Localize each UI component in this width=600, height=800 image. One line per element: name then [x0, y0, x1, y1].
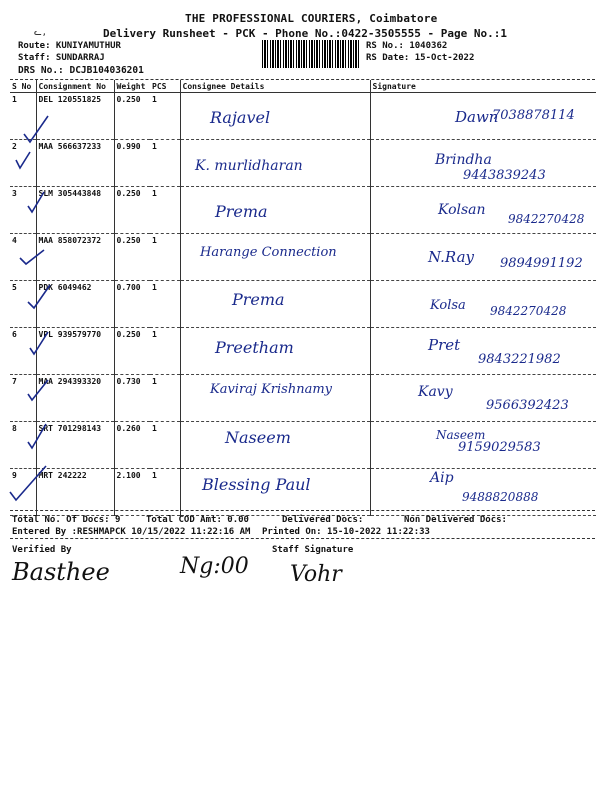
signature-handwriting: N.Ray [428, 248, 474, 266]
staff-signature-label: Staff Signature [272, 545, 354, 555]
signature-phone: 9842270428 [490, 304, 567, 318]
signature-phone: 7038878114 [492, 108, 575, 123]
row-weight: 0.730 [114, 375, 150, 422]
row-sno: 2 [10, 140, 36, 187]
signature-handwriting: Aip [430, 470, 454, 486]
row-weight: 0.250 [114, 328, 150, 375]
consignee-handwriting: Harange Connection [200, 245, 337, 260]
row-pcs: 1 [150, 328, 180, 375]
signature-phone: 9159029583 [458, 440, 541, 455]
top-left-mark: ᓚ, [34, 28, 48, 38]
row-consignment: VPL 939579770 [36, 328, 114, 375]
consignee-handwriting: K. murlidharan [195, 158, 303, 174]
row-consignee-cell [180, 187, 370, 234]
rs-date: RS Date: 15-Oct-2022 [366, 53, 475, 63]
entered-by: Entered By :RESHMAPCK 10/15/2022 11:22:16 AM [12, 527, 251, 537]
row-consignment: PDK 6049462 [36, 281, 114, 328]
runsheet-title: Delivery Runsheet - PCK - Phone No.:0422-3505555 - Page No.:1 [103, 27, 507, 40]
row-consignment: MRT 242222 [36, 469, 114, 516]
consignee-handwriting: Rajavel [210, 108, 271, 127]
consignee-handwriting: Blessing Paul [202, 475, 311, 494]
row-pcs: 1 [150, 234, 180, 281]
signature-phone: 9566392423 [486, 398, 569, 413]
row-consignee-cell [180, 93, 370, 140]
consignee-handwriting: Prema [232, 290, 285, 309]
signature-handwriting: Naseem [436, 428, 486, 442]
mid-signature: Ng:00 [180, 554, 249, 579]
route-label: Route: KUNIYAMUTHUR [18, 41, 121, 51]
row-pcs: 1 [150, 140, 180, 187]
signature-phone: 9488820888 [462, 490, 539, 504]
row-sno: 9 [10, 469, 36, 516]
row-pcs: 1 [150, 469, 180, 516]
signature-handwriting: Kolsa [430, 298, 466, 313]
consignee-handwriting: Preetham [215, 338, 294, 357]
rs-number: RS No.: 1040362 [366, 41, 448, 51]
consignee-handwriting: Naseem [225, 428, 291, 447]
consignee-handwriting: Prema [215, 202, 268, 221]
row-weight: 0.250 [114, 93, 150, 140]
check-icon [10, 116, 50, 500]
table-header-row [10, 80, 596, 93]
row-consignment: DEL 120551825 [36, 93, 114, 140]
row-weight: 0.250 [114, 187, 150, 234]
consignee-handwriting: Kaviraj Krishnamy [210, 382, 333, 397]
row-weight: 0.700 [114, 281, 150, 328]
row-pcs: 1 [150, 187, 180, 234]
signature-handwriting: Brindha [435, 152, 492, 168]
row-signature-cell [370, 328, 596, 375]
total-cod: Total COD Amt: 0.00 [146, 515, 249, 525]
signature-handwriting: Kolsan [438, 202, 486, 218]
staff-signature: Vohr [290, 562, 342, 587]
col-signature: Signature [370, 80, 596, 93]
barcode [262, 40, 360, 68]
row-weight: 0.250 [114, 234, 150, 281]
delivered-docs: Delivered Docs: [282, 515, 364, 525]
row-consignment: MAA 858072372 [36, 234, 114, 281]
row-sno: 6 [10, 328, 36, 375]
row-pcs: 1 [150, 375, 180, 422]
col-pcs: PCS [150, 80, 180, 93]
verified-signature: Basthee [12, 558, 110, 586]
row-weight: 0.260 [114, 422, 150, 469]
row-consignment: SRT 701298143 [36, 422, 114, 469]
row-sno: 4 [10, 234, 36, 281]
company-title: THE PROFESSIONAL COURIERS, Coimbatore [185, 12, 438, 25]
row-pcs: 1 [150, 281, 180, 328]
row-weight: 2.100 [114, 469, 150, 516]
signature-phone: 9843221982 [478, 352, 561, 367]
col-consignee: Consignee Details [180, 80, 370, 93]
tick-marks [0, 80, 90, 510]
footer-divider [10, 510, 595, 511]
col-weight: Weight [114, 80, 150, 93]
table-row [10, 328, 596, 375]
signature-handwriting: Dawn [455, 108, 499, 126]
row-consignment: MAA 566637233 [36, 140, 114, 187]
signature-phone: 9842270428 [508, 212, 585, 226]
total-docs: Total No. Of Docs: 9 [12, 515, 121, 525]
signature-handwriting: Pret [428, 336, 461, 354]
signature-phone: 9443839243 [463, 168, 546, 183]
row-consignment: SLM 305443848 [36, 187, 114, 234]
row-sno: 8 [10, 422, 36, 469]
footer-divider-2 [10, 538, 595, 539]
drs-number: DRS No.: DCJB104036201 [18, 65, 144, 76]
staff-label: Staff: SUNDARRAJ [18, 53, 105, 63]
signature-handwriting: Kavy [418, 384, 453, 400]
row-weight: 0.990 [114, 140, 150, 187]
non-delivered-docs: Non Delivered Docs: [404, 515, 507, 525]
printed-on: Printed On: 15-10-2022 11:22:33 [262, 527, 430, 537]
row-pcs: 1 [150, 93, 180, 140]
row-sno: 7 [10, 375, 36, 422]
signature-phone: 9894991192 [500, 256, 583, 271]
col-consignment: Consignment No [36, 80, 114, 93]
table-row [10, 187, 596, 234]
verified-by-label: Verified By [12, 545, 72, 555]
row-sno: 5 [10, 281, 36, 328]
row-sno: 1 [10, 93, 36, 140]
row-pcs: 1 [150, 422, 180, 469]
row-consignment: MAA 294393320 [36, 375, 114, 422]
row-sno: 3 [10, 187, 36, 234]
col-sno: S No [10, 80, 36, 93]
